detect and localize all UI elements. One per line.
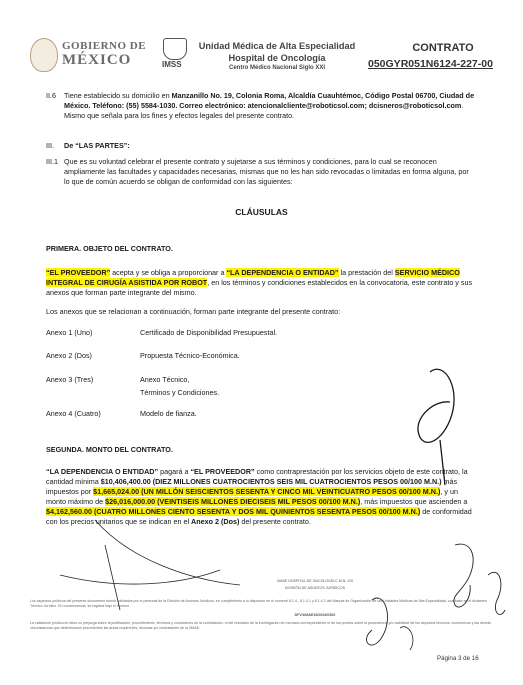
signature-left-stroke [60,520,240,610]
s2-text-j: , más impuestos que ascienden a [360,497,468,506]
annex-row [46,375,93,385]
section-iii-number: III. [46,141,54,150]
p1-dependencia: “LA DEPENDENCIA O ENTIDAD” [226,268,339,277]
section-ii6-number: II.6 [46,91,56,100]
p1-text-b: acepta y se obliga a proporcionar a [110,268,227,277]
gob-logo-line2: MÉXICO [62,52,132,68]
signature-initials-1 [454,544,473,607]
s2-text-b: pagará a [158,467,191,476]
footer-dept-2: DIVISIÓN DE ASUNTOS JURÍDICOS [284,586,346,590]
unit-line-1: Unidad Médica de Alta Especialidad [198,41,356,51]
annex-label: Anexo 2 (Dos) [46,351,92,360]
footer-reg-number: DFV/UMAE15/2024/0352 [294,613,336,617]
p1-text-d: la prestación del [338,268,395,277]
annex-name: Propuesta Técnico-Económica. [140,351,240,360]
page-number: Página 3 de 16 [437,655,479,662]
gob-logo-line1: GOBIERNO DE [62,40,147,52]
unit-line-3: Centro Médico Nacional Siglo XXI [228,65,325,71]
segunda-paragraph [46,467,476,527]
segunda-title: SEGUNDA. MONTO DEL CONTRATO. [46,445,173,454]
s2-min-amount: $10,406,400.00 (DIEZ MILLONES CUATROCIENTOS SEIS MIL CUATROCIENTOS PESOS 00/100 M.N.) [100,477,442,486]
section-ii6-text [64,91,476,121]
section-iii1-text: Que es su voluntad celebrar el presente contrato y sujetarse a sus términos y condiciones, para lo cual se reconocen ampliamente las facultades y capacidades necesarias, mismas que no les han sido revocadas o limitadas en forma alguna, por lo que de común acuerdo se obligan de conformidad con las siguientes: [64,157,469,186]
p1-proveedor: “EL PROVEEDOR” [46,268,111,277]
unit-title [192,40,362,73]
s2-text-f: más impuestos por [46,477,458,496]
primera-title: PRIMERA. OBJETO DEL CONTRATO. [46,244,173,253]
annex-name: Términos y Condiciones. [140,388,220,397]
annex-name: Certificado de Disponibilidad Presupuestal. [140,328,278,337]
ii6-tail: . Mismo que señala para los fines y efectos legales del presente contrato. [64,101,464,120]
section-iii-title: De “LAS PARTES”: [64,141,130,150]
section-iii1-number: III.1 [46,157,58,166]
s2-text-n: del presente contrato. [239,517,311,526]
s2-max-amount: $26,016,000.00 (VEINTISEIS MILLONES DIECISEIS MIL PESOS 00/100 M.N.) [105,497,361,506]
annex-name: Modelo de fianza. [140,409,197,418]
s2-text-l: de conformidad con los precios unitarios que se indican en el [46,507,472,526]
clausulas-heading: CLÁUSULAS [235,207,288,217]
primera-paragraph [46,268,476,298]
ii6-lead: Tiene establecido su domicilio en [64,91,172,100]
p1-text-f: , en los términos y condiciones establecidos en la convocatoria, este contrato y sus anexos que forman parte integrante del mismo. [46,278,473,297]
ii6-address: Manzanillo No. 19, Colonia Roma, Alcaldía Cuauhtémoc, Código Postal 06700, Ciudad de México. Teléfono: (55) 5584-1030. Correo electrónico: atencionalcliente@roboticsol.com; dcisneros@roboticsol.com [64,91,475,110]
footer-dept-1: UMAE HOSPITAL DE ONCOLOGÍA C.M.N. XXI [276,579,354,583]
annex-row [46,328,92,338]
footer-legal-1: Los aspectos jurídicos del presente documento fueron validados por el personal de la División de Asuntos Jurídicos, en cumplimiento a lo dispuesto en el numeral 8.1.4., 8.1.4.1 y 8.1.4.2 del Manual de Organización de las Unidades Médicas de Alta Especialidad, con base en el dictamen Técnico Jurídico. En consecuencia, se registra bajo el número [30,599,487,608]
gobierno-mexico-logo [30,38,148,72]
imss-logo-text: IMSS [162,60,182,69]
footer-legal-2: La validación jurídica en ellos no prejuzga sobre la justificación, procedimiento, términos y condiciones de la contratación, ni del resultado de la investigación de mercado correspondiente ni de los precios sobre la procedencia y/o viabilidad de los aspectos técnicos, económicos y las demás circunstancias que determinaron procedentes las áreas requirentes, técnicas y/o contratantes de la UMAE. [30,621,491,630]
s2-min-tax: $1,665,024.00 (UN MILLÓN SEISCIENTOS SESENTA Y CINCO MIL VEINTICUATRO PESOS 00/100 M.N.) [93,487,441,496]
annex-name: Anexo Técnico, [140,375,190,384]
annex-label: Anexo 3 (Tres) [46,375,94,384]
coat-of-arms-icon [30,38,58,72]
s2-max-tax: $4,162,560.00 (CUATRO MILLONES CIENTO SESENTA Y DOS MIL QUINIENTOS SESENTA PESOS 00/100 M.N.) [46,507,421,516]
contract-label: CONTRATO [412,42,474,54]
contract-number: 050GYR051N6124-227-00 [368,58,493,70]
annex-row [46,351,92,361]
imss-shield-icon [163,38,187,60]
unit-line-2: Hospital de Oncología [228,53,326,63]
annex-intro: Los anexos que se relacionan a continuación, forman parte integrante del presente contrato: [46,307,341,316]
annex-row [46,409,101,419]
annex-label: Anexo 4 (Cuatro) [46,409,101,418]
s2-annex-ref: Anexo 2 (Dos) [191,517,240,526]
imss-logo [161,38,187,70]
p1-servicio: SERVICIO MÉDICO INTEGRAL DE CIRUGÍA ASISTIDA POR ROBOT [46,268,460,287]
annex-label: Anexo 1 (Uno) [46,328,93,337]
s2-text-h: , y un monto máximo de [46,487,458,506]
s2-dependencia: “LA DEPENDENCIA O ENTIDAD” [46,467,159,476]
s2-text-d: como contraprestación por los servicios objeto de este contrato, la cantidad mínima [46,467,468,486]
s2-proveedor: “EL PROVEEDOR” [190,467,255,476]
